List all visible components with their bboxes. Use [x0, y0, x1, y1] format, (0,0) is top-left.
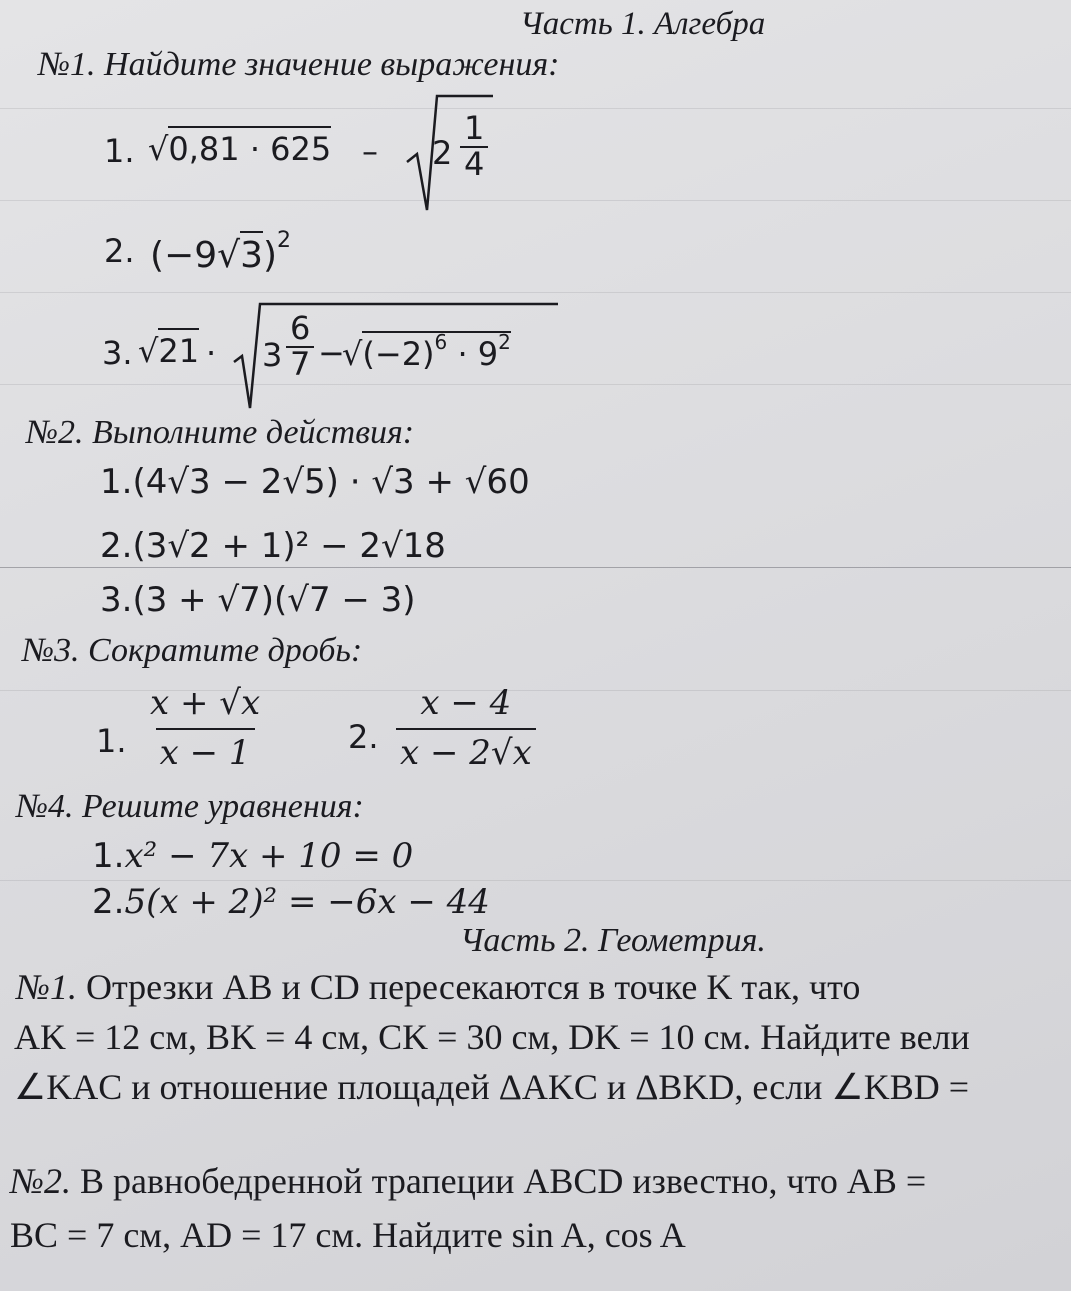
power-expression	[150, 228, 291, 276]
radicand: 21	[158, 328, 199, 370]
task1-item3-number: 3.	[102, 334, 133, 372]
item-number: 1.	[92, 836, 125, 876]
radicand: 3	[240, 231, 263, 276]
rule-line	[0, 200, 1071, 201]
item-number: 1.	[100, 462, 133, 502]
part2-title: Часть 2. Геометрия.	[460, 922, 766, 959]
equation: x² − 7x + 10 = 0	[124, 836, 414, 876]
inner-sqrt-expression	[342, 330, 511, 373]
radical-sign: √	[217, 235, 241, 276]
fraction-numerator: 1	[464, 109, 485, 147]
dot-operator: ·	[206, 334, 217, 372]
fraction-numerator: x − 4	[420, 683, 512, 723]
multiplier: · 9	[447, 335, 499, 373]
task-label: №1.	[16, 967, 77, 1007]
exponent: 6	[434, 330, 448, 354]
task2-item-3	[100, 580, 416, 620]
rule-line	[0, 108, 1071, 109]
sqrt-expression	[148, 130, 331, 168]
task2-heading: №2. Выполните действия:	[26, 414, 415, 451]
equation: 5(x + 2)² = −6x − 44	[124, 882, 490, 922]
fraction-denominator: 7	[286, 346, 314, 382]
expression: (3 + √7)(√7 − 3)	[132, 580, 416, 620]
mixed-number-fraction	[460, 109, 488, 183]
task3-fraction-1	[146, 683, 264, 773]
task2-item-2	[100, 526, 446, 566]
mixed-number-fraction	[286, 309, 314, 383]
radicand: 0,81 · 625	[168, 126, 331, 168]
rule-line	[0, 292, 1071, 293]
mixed-number-whole: 3	[262, 336, 283, 374]
geometry-task1-line2: AK = 12 см, BK = 4 см, CK = 30 см, DK = 10 см. Найдите вели	[14, 1017, 970, 1057]
task-text: Отрезки AB и CD пересекаются в точке K так, что	[85, 967, 861, 1007]
exponent: 2	[498, 330, 511, 354]
part1-title: Часть 1. Алгебра	[520, 6, 766, 42]
fraction-denominator: x − 2√x	[396, 728, 536, 772]
task3-item1-number: 1.	[96, 722, 127, 760]
close-paren: )	[262, 235, 278, 276]
open-paren-term: (−9	[150, 235, 218, 276]
task-label: №2.	[10, 1161, 71, 1201]
item-number: 2.	[92, 882, 125, 922]
task3-fraction-2	[396, 683, 536, 773]
radical-sign: √	[138, 332, 159, 370]
expression: (4√3 − 2√5) · √3 + √60	[132, 462, 530, 502]
task-text: В равнобедренной трапеции ABCD известно, что AB =	[79, 1161, 927, 1201]
geometry-task1-line1	[16, 966, 860, 1008]
geometry-task2-line2: BC = 7 см, AD = 17 см. Найдите sin A, cos A	[10, 1215, 686, 1255]
fraction-numerator: x + √x	[150, 683, 261, 723]
geometry-task2-line1	[10, 1160, 926, 1202]
task3-heading: №3. Сократите дробь:	[22, 632, 363, 669]
base: (−2)	[362, 335, 435, 373]
task1-item1-number: 1.	[104, 132, 135, 170]
item-number: 2.	[100, 526, 133, 566]
mixed-number-whole: 2	[432, 134, 453, 172]
fraction-denominator: x − 1	[156, 728, 255, 772]
task2-item-1	[100, 462, 530, 502]
task4-item-2	[92, 882, 490, 922]
minus-sign: –	[362, 132, 378, 170]
expression: (3√2 + 1)² − 2√18	[132, 526, 446, 566]
fraction-denominator: 4	[460, 146, 488, 182]
task1-heading: №1. Найдите значение выражения:	[38, 46, 560, 83]
rule-line	[0, 880, 1071, 881]
task1-item2-number: 2.	[104, 232, 135, 270]
minus-sign: −	[318, 334, 345, 372]
task4-item-1	[92, 836, 413, 876]
task4-heading: №4. Решите уравнения:	[16, 788, 364, 825]
task3-item2-number: 2.	[348, 718, 379, 756]
geometry-task1-line3: ∠KAC и отношение площадей ΔAKC и ΔBKD, если ∠KBD =	[14, 1067, 970, 1107]
rule-line	[0, 567, 1071, 568]
radical-sign: √	[342, 335, 363, 373]
exponent: 2	[277, 228, 292, 253]
sqrt-expression	[138, 332, 199, 370]
item-number: 3.	[100, 580, 133, 620]
radical-sign: √	[148, 130, 169, 168]
fraction-numerator: 6	[290, 309, 311, 347]
